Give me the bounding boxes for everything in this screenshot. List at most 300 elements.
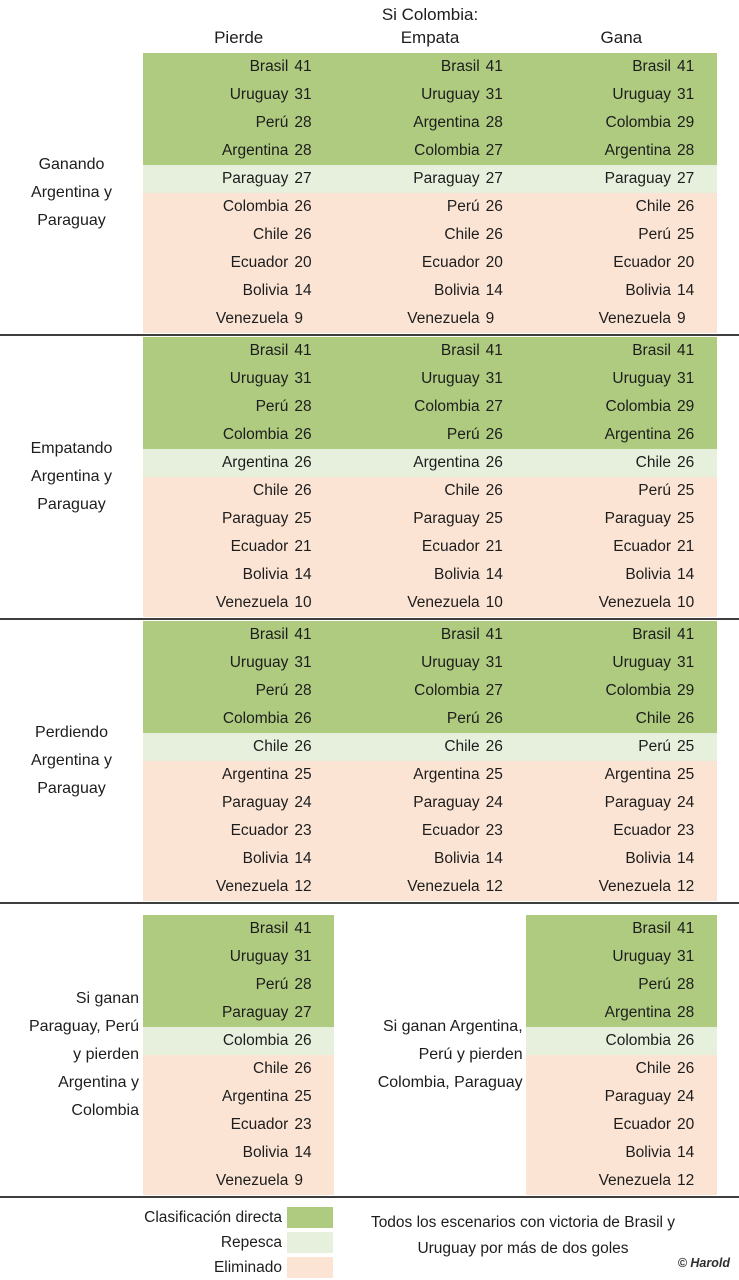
team-name: Venezuela [215, 310, 289, 327]
team-row [143, 1111, 334, 1139]
footer-note-line: Uruguay por más de dos goles [417, 1240, 629, 1257]
team-points: 21 [485, 538, 503, 555]
team-name: Paraguay [221, 510, 289, 527]
team-points: 28 [294, 682, 312, 699]
team-name: Bolivia [625, 566, 671, 583]
team-name: Perú [638, 226, 671, 243]
scenario-block-4 [0, 915, 739, 1195]
team-row [143, 53, 334, 81]
team-row [526, 505, 717, 533]
scenario-label-line: Perdiendo [35, 724, 108, 741]
team-points: 26 [485, 710, 503, 727]
team-points: 10 [676, 594, 695, 611]
scenario-label-line: Empatando [30, 440, 113, 457]
separator-line [0, 1196, 739, 1198]
team-row [143, 249, 334, 277]
team-row [526, 733, 717, 761]
team-points: 27 [294, 170, 312, 187]
team-name: Colombia [414, 682, 480, 699]
team-name: Paraguay [604, 1088, 671, 1105]
team-row [143, 943, 334, 971]
team-row [526, 649, 717, 677]
team-row [526, 221, 717, 249]
team-points: 41 [676, 342, 695, 359]
team-name: Perú [255, 682, 289, 699]
team-points: 28 [294, 142, 312, 159]
team-row [143, 109, 334, 137]
team-points: 24 [676, 1088, 695, 1105]
team-row [143, 393, 334, 421]
team-points: 29 [676, 398, 695, 415]
ranking-cell [143, 621, 334, 901]
team-row [526, 277, 717, 305]
team-name: Ecuador [230, 254, 289, 271]
team-points: 12 [485, 878, 503, 895]
legend-row-eliminado [0, 1256, 333, 1279]
team-row [143, 561, 334, 589]
scenario-block-1 [0, 53, 739, 333]
team-row [526, 365, 717, 393]
team-points: 27 [485, 170, 503, 187]
team-row [334, 393, 525, 421]
team-points: 14 [294, 282, 312, 299]
team-points: 26 [676, 1032, 695, 1049]
team-name: Colombia [414, 142, 480, 159]
ranking-cell [334, 53, 525, 333]
team-name: Perú [446, 426, 480, 443]
team-points: 26 [485, 738, 503, 755]
team-points: 25 [676, 766, 695, 783]
scenario-label-line: Si ganan Argentina, [382, 1018, 523, 1035]
team-points: 26 [294, 1060, 312, 1077]
team-points: 26 [485, 482, 503, 499]
team-row [526, 789, 717, 817]
ranking-cell [143, 337, 334, 617]
team-points: 27 [676, 170, 695, 187]
scenario-label-line: Argentina y [31, 468, 112, 485]
team-row [143, 193, 334, 221]
team-row [143, 477, 334, 505]
team-row [526, 1111, 717, 1139]
team-points: 41 [485, 342, 503, 359]
team-row [334, 277, 525, 305]
team-points: 28 [676, 976, 695, 993]
footer-note [348, 1210, 698, 1262]
team-name: Brasil [440, 342, 480, 359]
team-row [526, 1167, 717, 1195]
team-row [526, 999, 717, 1027]
team-name: Colombia [222, 426, 289, 443]
team-points: 25 [485, 510, 503, 527]
team-name: Paraguay [604, 794, 671, 811]
team-row [526, 971, 717, 999]
team-points: 12 [676, 1172, 695, 1189]
team-row [143, 165, 334, 193]
team-row [526, 589, 717, 617]
team-row [143, 873, 334, 901]
team-name: Ecuador [230, 1116, 289, 1133]
legend-row-direct [0, 1206, 333, 1229]
team-points: 20 [485, 254, 503, 271]
team-row [143, 789, 334, 817]
team-row [526, 1083, 717, 1111]
team-row [143, 1055, 334, 1083]
team-row [526, 533, 717, 561]
team-name: Colombia [222, 710, 289, 727]
team-points: 23 [294, 822, 312, 839]
team-name: Argentina [413, 766, 480, 783]
team-points: 41 [676, 58, 695, 75]
team-name: Bolivia [433, 282, 480, 299]
separator-line [0, 334, 739, 336]
team-row [143, 1139, 334, 1167]
scenario-center-label [334, 915, 525, 1195]
team-row [143, 449, 334, 477]
team-name: Paraguay [413, 794, 480, 811]
team-name: Colombia [222, 1032, 289, 1049]
team-points: 26 [294, 482, 312, 499]
footer-note-line: Todos los escenarios con victoria de Brasil y [370, 1214, 676, 1231]
team-name: Uruguay [612, 654, 671, 671]
team-points: 21 [676, 538, 695, 555]
team-points: 14 [294, 850, 312, 867]
team-points: 27 [485, 398, 503, 415]
team-points: 31 [294, 370, 312, 387]
scenario-label-line: Si ganan [75, 990, 139, 1007]
scenario-label-line: Paraguay [37, 212, 106, 229]
team-name: Argentina [604, 766, 671, 783]
team-points: 10 [294, 594, 312, 611]
team-name: Ecuador [230, 822, 289, 839]
team-name: Colombia [605, 114, 671, 131]
column-header-pierde: Pierde [214, 28, 264, 47]
team-row [334, 53, 525, 81]
team-name: Ecuador [613, 538, 671, 555]
team-row [526, 1139, 717, 1167]
scenario-label-line: Perú y pierden [418, 1046, 523, 1063]
team-name: Perú [255, 398, 289, 415]
legend [0, 1206, 333, 1280]
team-points: 26 [676, 426, 695, 443]
team-name: Bolivia [242, 850, 289, 867]
team-points: 9 [485, 310, 495, 327]
team-points: 29 [676, 682, 695, 699]
ranking-cell [143, 915, 334, 1195]
team-points: 14 [294, 566, 312, 583]
team-row [334, 789, 525, 817]
team-name: Uruguay [612, 86, 671, 103]
team-points: 25 [676, 738, 695, 755]
team-name: Argentina [221, 454, 289, 471]
team-name: Ecuador [613, 822, 671, 839]
team-points: 14 [485, 850, 503, 867]
team-name: Brasil [249, 920, 289, 937]
team-name: Brasil [440, 58, 480, 75]
team-row [334, 761, 525, 789]
team-points: 31 [485, 86, 503, 103]
team-row [334, 677, 525, 705]
team-row [334, 249, 525, 277]
team-row [526, 81, 717, 109]
team-row [526, 817, 717, 845]
team-points: 27 [294, 1004, 312, 1021]
team-row [334, 817, 525, 845]
team-row [526, 845, 717, 873]
team-name: Perú [255, 976, 289, 993]
team-points: 31 [676, 370, 695, 387]
page-title: Si Colombia: [381, 5, 479, 24]
scenario-label [0, 53, 143, 333]
team-name: Argentina [221, 1088, 289, 1105]
team-row [526, 53, 717, 81]
team-points: 26 [485, 426, 503, 443]
separator-line [0, 618, 739, 620]
ranking-cell [526, 915, 717, 1195]
team-points: 14 [676, 282, 695, 299]
team-name: Ecuador [421, 254, 480, 271]
team-row [143, 1167, 334, 1195]
team-points: 41 [676, 920, 695, 937]
team-name: Bolivia [625, 1144, 671, 1161]
team-name: Argentina [413, 114, 480, 131]
scenario-label-line: Paraguay [37, 496, 106, 513]
team-name: Uruguay [421, 86, 480, 103]
team-row [526, 677, 717, 705]
team-points: 26 [485, 226, 503, 243]
team-row [334, 873, 525, 901]
team-points: 12 [676, 878, 695, 895]
credit: © Harold [677, 1256, 730, 1270]
team-points: 31 [676, 654, 695, 671]
team-name: Bolivia [242, 282, 289, 299]
team-row [526, 1055, 717, 1083]
team-row [334, 109, 525, 137]
team-row [334, 81, 525, 109]
team-points: 31 [485, 654, 503, 671]
team-points: 31 [485, 370, 503, 387]
team-points: 14 [485, 282, 503, 299]
team-name: Perú [255, 114, 289, 131]
team-row [334, 477, 525, 505]
team-name: Bolivia [242, 566, 289, 583]
team-row [143, 845, 334, 873]
team-name: Perú [638, 976, 671, 993]
team-name: Argentina [604, 1004, 671, 1021]
team-points: 9 [294, 1172, 303, 1189]
team-name: Perú [638, 482, 671, 499]
team-row [143, 761, 334, 789]
team-points: 26 [294, 454, 312, 471]
team-row [334, 533, 525, 561]
legend-label-repesca: Repesca [220, 1233, 282, 1251]
team-row [143, 505, 334, 533]
team-name: Bolivia [242, 1144, 289, 1161]
team-name: Argentina [604, 426, 671, 443]
legend-row-repesca [0, 1231, 333, 1254]
team-name: Perú [446, 710, 480, 727]
team-points: 26 [485, 198, 503, 215]
team-row [143, 705, 334, 733]
team-row [334, 449, 525, 477]
team-row [334, 193, 525, 221]
ranking-band [143, 621, 717, 901]
column-headers [143, 28, 717, 48]
team-row [334, 421, 525, 449]
team-row [526, 249, 717, 277]
team-row [143, 81, 334, 109]
team-name: Brasil [632, 920, 671, 937]
team-row [526, 137, 717, 165]
team-points: 25 [676, 482, 695, 499]
team-points: 31 [294, 86, 312, 103]
team-points: 28 [485, 114, 503, 131]
separator-line [0, 902, 739, 904]
team-name: Ecuador [421, 822, 480, 839]
team-row [143, 305, 334, 333]
team-name: Uruguay [229, 948, 289, 965]
team-name: Chile [635, 1060, 671, 1077]
team-name: Brasil [440, 626, 480, 643]
team-name: Venezuela [407, 594, 480, 611]
team-points: 23 [676, 822, 695, 839]
team-name: Uruguay [229, 86, 289, 103]
team-row [526, 305, 717, 333]
team-name: Chile [253, 738, 289, 755]
team-row [334, 649, 525, 677]
team-name: Chile [635, 454, 671, 471]
team-points: 41 [294, 58, 312, 75]
team-name: Bolivia [433, 566, 480, 583]
team-row [143, 817, 334, 845]
team-points: 41 [294, 920, 312, 937]
team-row [334, 561, 525, 589]
team-name: Colombia [605, 398, 671, 415]
team-row [334, 221, 525, 249]
team-row [143, 971, 334, 999]
ranking-cell [526, 53, 717, 333]
team-name: Uruguay [229, 654, 289, 671]
team-row [143, 533, 334, 561]
team-row [334, 337, 525, 365]
team-row [334, 137, 525, 165]
team-row [526, 705, 717, 733]
scenario-label-line: Argentina y [58, 1074, 139, 1091]
team-row [143, 621, 334, 649]
team-name: Argentina [221, 766, 289, 783]
team-points: 26 [294, 426, 312, 443]
team-points: 28 [294, 398, 312, 415]
team-name: Chile [635, 198, 671, 215]
team-points: 25 [294, 766, 312, 783]
team-points: 21 [294, 538, 312, 555]
team-points: 24 [294, 794, 312, 811]
team-row [143, 677, 334, 705]
team-points: 9 [294, 310, 303, 327]
team-name: Chile [253, 226, 289, 243]
team-name: Venezuela [598, 310, 671, 327]
team-name: Argentina [221, 142, 289, 159]
team-points: 29 [676, 114, 695, 131]
team-name: Perú [446, 198, 480, 215]
team-name: Venezuela [407, 878, 480, 895]
team-row [334, 705, 525, 733]
team-name: Uruguay [421, 370, 480, 387]
team-row [143, 915, 334, 943]
team-name: Brasil [632, 342, 671, 359]
team-row [526, 873, 717, 901]
team-points: 26 [294, 710, 312, 727]
scenario-label-line: Argentina y [31, 184, 112, 201]
team-name: Venezuela [598, 1172, 671, 1189]
team-row [526, 761, 717, 789]
team-row [143, 421, 334, 449]
legend-label-direct: Clasificación directa [144, 1208, 282, 1226]
team-points: 41 [676, 626, 695, 643]
team-name: Venezuela [215, 1172, 289, 1189]
team-name: Colombia [605, 682, 671, 699]
legend-swatch-direct [287, 1207, 333, 1228]
ranking-band [143, 53, 717, 333]
team-points: 31 [294, 948, 312, 965]
team-points: 41 [294, 626, 312, 643]
team-name: Chile [253, 482, 289, 499]
column-header-empata: Empata [400, 28, 460, 47]
team-name: Chile [444, 738, 480, 755]
legend-swatch-repesca [287, 1232, 333, 1253]
team-row [143, 277, 334, 305]
team-row [334, 845, 525, 873]
team-name: Uruguay [229, 370, 289, 387]
team-row [143, 137, 334, 165]
team-points: 26 [294, 198, 312, 215]
team-row [526, 421, 717, 449]
team-points: 24 [485, 794, 503, 811]
team-row [526, 193, 717, 221]
team-row [143, 365, 334, 393]
team-name: Bolivia [625, 850, 671, 867]
scenario-label-line: y pierden [73, 1046, 139, 1063]
team-row [334, 305, 525, 333]
team-points: 14 [676, 566, 695, 583]
scenario-label-line: Paraguay, Perú [29, 1018, 139, 1035]
team-name: Paraguay [413, 510, 480, 527]
team-points: 26 [485, 454, 503, 471]
team-name: Chile [444, 226, 480, 243]
legend-label-eliminado: Eliminado [213, 1258, 282, 1276]
team-name: Uruguay [421, 654, 480, 671]
team-name: Brasil [249, 342, 289, 359]
team-name: Argentina [413, 454, 480, 471]
team-row [334, 165, 525, 193]
team-points: 26 [294, 738, 312, 755]
team-points: 28 [294, 114, 312, 131]
team-row [526, 915, 717, 943]
team-row [526, 449, 717, 477]
team-row [143, 649, 334, 677]
team-name: Chile [253, 1060, 289, 1077]
team-row [143, 221, 334, 249]
ranking-cell [526, 337, 717, 617]
team-name: Venezuela [598, 594, 671, 611]
team-name: Uruguay [612, 370, 671, 387]
team-points: 25 [294, 510, 312, 527]
team-points: 26 [676, 1060, 695, 1077]
team-points: 12 [294, 878, 312, 895]
team-points: 31 [676, 86, 695, 103]
ranking-cell [526, 621, 717, 901]
team-name: Venezuela [598, 878, 671, 895]
team-row [526, 621, 717, 649]
